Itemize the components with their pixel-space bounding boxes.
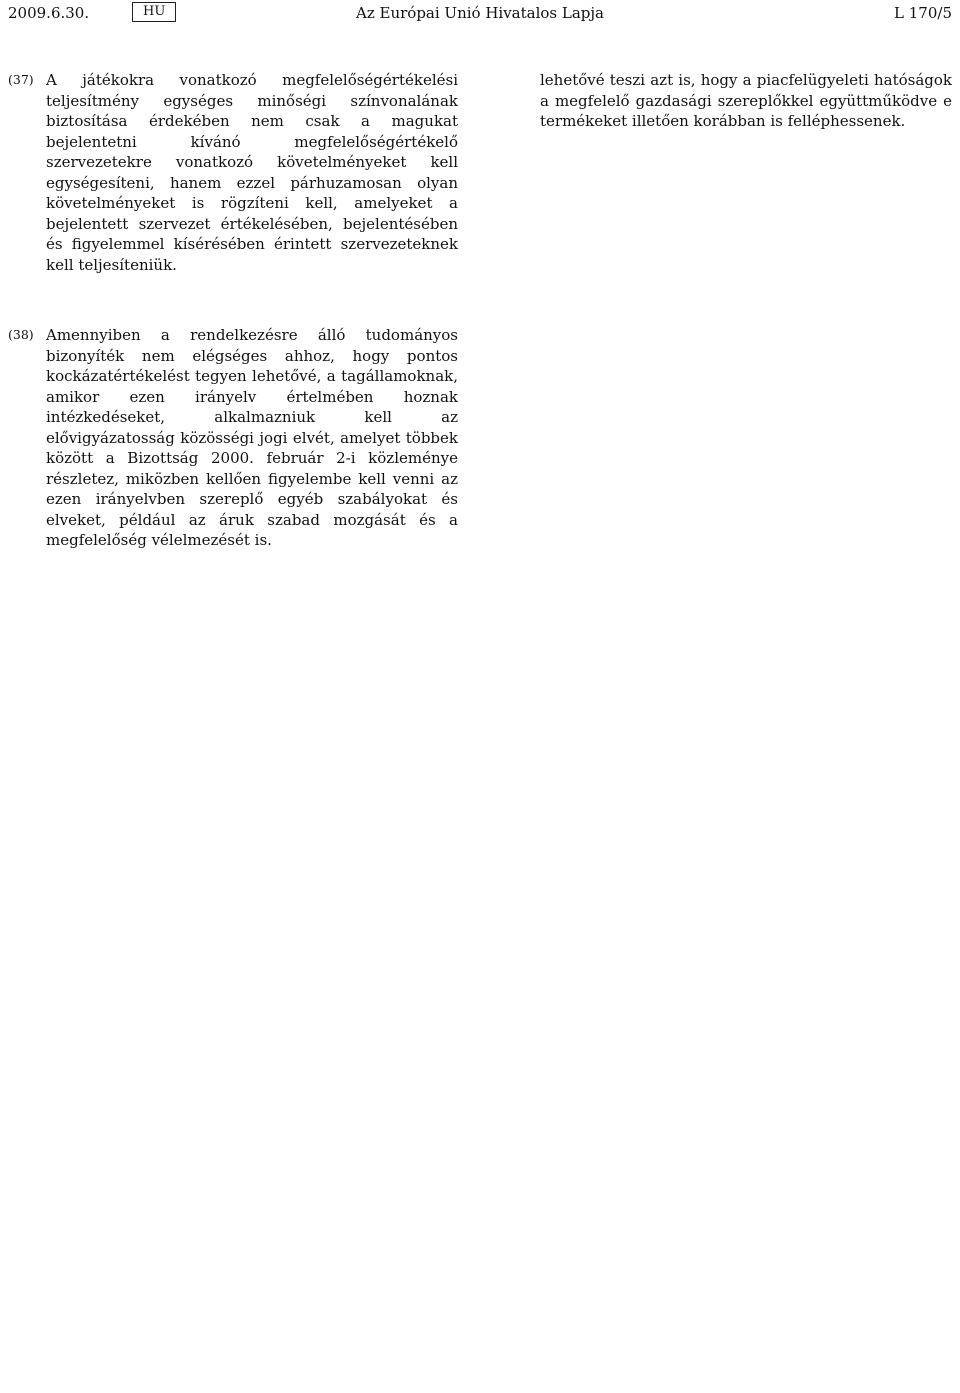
language-badge: HU — [132, 2, 176, 22]
recital-number: (38) — [8, 327, 34, 342]
recital-38 — [8, 325, 458, 551]
page-number: L 170/5 — [894, 4, 952, 22]
recital-number: (37) — [8, 72, 34, 87]
page-header — [0, 0, 960, 28]
recital-text: Amennyiben a rendelkezésre álló tudományos bizonyíték nem elégséges ahhoz, hogy pontos kockázatértékelést tegyen lehetővé, a tagállamoknak, amikor ezen irányelv értelmében hoznak intézkedéseket, alkalmazniuk kell az elővigyázatosság közösségi jogi elvét, amelyet többek között a Bizottság 2000. február 2-i közleménye részletez, miközben kellően figyelembe kell venni az ezen irányelvben szereplő egyéb szabályokat és elveket, például az áruk szabad mozgását és a megfelelőség vélelmezését is. — [46, 326, 458, 549]
journal-title: Az Európai Unió Hivatalos Lapja — [356, 4, 604, 22]
recital-number — [502, 70, 540, 132]
recital-37 — [8, 70, 458, 275]
recital-text: lehetővé teszi azt is, hogy a piacfelügyeleti hatóságok a megfelelő gazdasági szereplőkkel együttműködve e termékeket illetően korábban is felléphessenek. — [540, 71, 952, 130]
right-column — [502, 70, 952, 182]
header-date: 2009.6.30. — [8, 4, 90, 22]
recital-continuation — [502, 70, 952, 132]
left-column — [8, 70, 458, 601]
recital-text: A játékokra vonatkozó megfelelőségértékelési teljesítmény egységes minőségi színvonalának biztosítása érdekében nem csak a magukat bejelentetni kívánó megfelelőségértékelő szervezetekre vonatkozó követelményeket kell egységesíteni, hanem ezzel párhuzamosan olyan követelményeket is rögzíteni kell, amelyeket a bejelentett szervezet értékelésében, bejelentésében és figyelemmel kísérésében érintett szervezeteknek kell teljesíteniük. — [46, 71, 458, 274]
